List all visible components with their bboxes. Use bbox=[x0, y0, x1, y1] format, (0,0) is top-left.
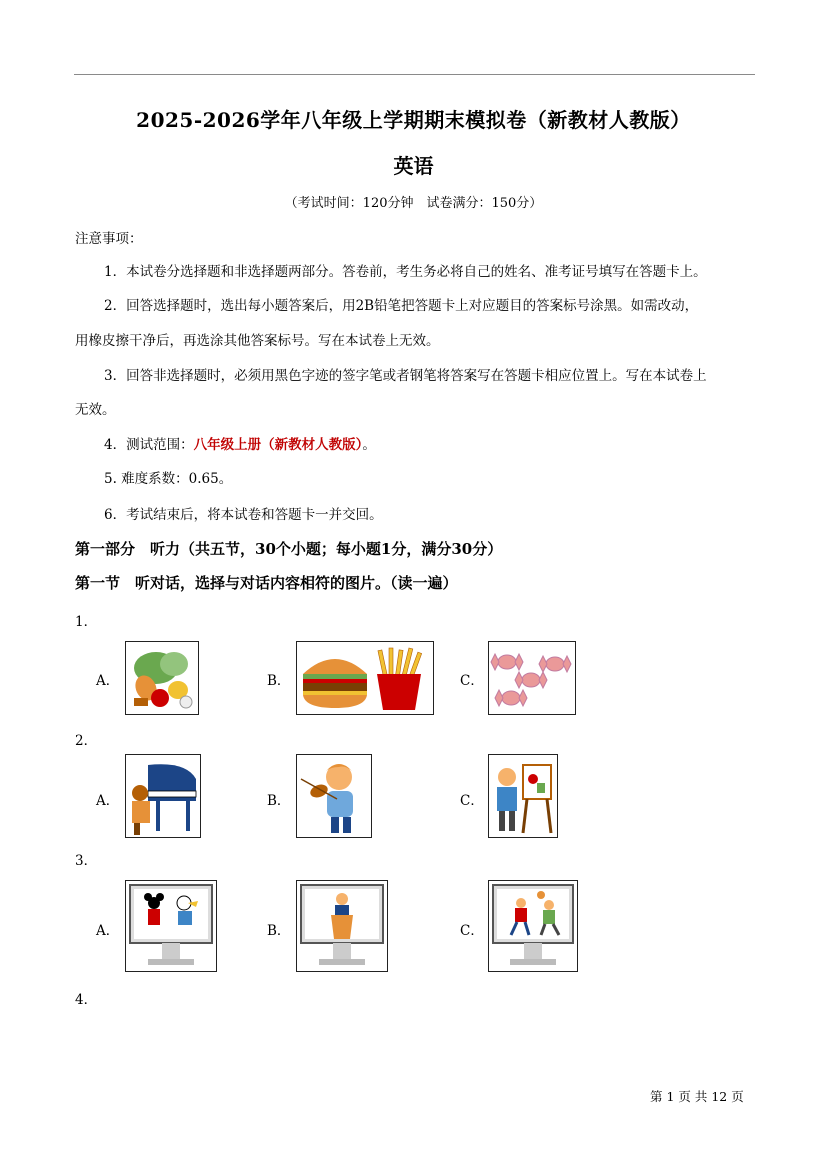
option-label: B． bbox=[267, 923, 291, 939]
note-item-3-line-1: 3．回答非选择题时，必须用黑色字迹的签字笔或者钢笔将答案写在答题卡相应位置上。写在本试卷上 bbox=[104, 368, 707, 384]
cartoon-tv-picture[interactable] bbox=[125, 880, 217, 972]
header-rule bbox=[74, 74, 755, 75]
tv-speech-icon bbox=[297, 881, 387, 971]
page-footer: 第 1 页 共 12 页 bbox=[650, 1089, 744, 1104]
violin-icon bbox=[297, 755, 371, 837]
option-label: C． bbox=[460, 673, 484, 689]
option-label: B． bbox=[267, 673, 291, 689]
test-scope-highlight: 八年级上册（新教材人教版） bbox=[193, 437, 363, 453]
option-label: C． bbox=[460, 923, 484, 939]
note-item-1: 1．本试卷分选择题和非选择题两部分。答卷前，考生务必将自己的姓名、准考证号填写在答题卡上。 bbox=[104, 264, 707, 280]
option-label: C． bbox=[460, 793, 484, 809]
note-item-4-suffix: 。 bbox=[362, 437, 376, 453]
speech-tv-picture[interactable] bbox=[296, 880, 388, 972]
section1-heading: 第一节 听对话，选择与对话内容相符的图片。（读一遍） bbox=[75, 574, 458, 592]
candy-icon bbox=[489, 642, 575, 714]
question-number: 2． bbox=[75, 733, 98, 749]
vegetables-picture[interactable] bbox=[125, 641, 199, 715]
option-label: A． bbox=[96, 673, 120, 689]
exam-subject: 英语 bbox=[393, 154, 434, 178]
tv-cartoon-icon bbox=[126, 881, 216, 971]
notes-label: 注意事项： bbox=[75, 231, 143, 247]
piano-player-picture[interactable] bbox=[125, 754, 201, 838]
question-number: 4． bbox=[75, 992, 98, 1008]
part1-heading: 第一部分 听力（共五节，30个小题；每小题1分，满分30分） bbox=[75, 540, 503, 558]
note-item-2-line-1: 2．回答选择题时，选出每小题答案后，用2B铅笔把答题卡上对应题目的答案标号涂黑。如需改动， bbox=[104, 298, 699, 314]
question-number: 3． bbox=[75, 853, 98, 869]
hamburger-fries-picture[interactable] bbox=[296, 641, 434, 715]
exam-title: 2025-2026学年八年级上学期期末模拟卷（新教材人教版） bbox=[136, 108, 691, 132]
tv-sports-icon bbox=[489, 881, 577, 971]
painting-boy-picture[interactable] bbox=[488, 754, 558, 838]
note-item-4 bbox=[104, 435, 376, 455]
note-item-6: 6．考试结束后，将本试卷和答题卡一并交回。 bbox=[104, 507, 383, 523]
exam-time-info: （考试时间：120分钟 试卷满分：150分） bbox=[284, 196, 543, 211]
option-label: A． bbox=[96, 923, 120, 939]
candy-picture[interactable] bbox=[488, 641, 576, 715]
option-label: B． bbox=[267, 793, 291, 809]
option-label: A． bbox=[96, 793, 120, 809]
piano-icon bbox=[126, 755, 200, 837]
hamburger-fries-icon bbox=[297, 642, 433, 714]
easel-icon bbox=[489, 755, 557, 837]
note-item-2-line-2: 用橡皮擦干净后，再选涂其他答案标号。写在本试卷上无效。 bbox=[75, 333, 440, 349]
sports-tv-picture[interactable] bbox=[488, 880, 578, 972]
question-number: 1． bbox=[75, 614, 98, 630]
vegetables-icon bbox=[126, 642, 198, 714]
note-item-3-line-2: 无效。 bbox=[75, 402, 116, 418]
violin-player-picture[interactable] bbox=[296, 754, 372, 838]
note-item-5: 5. 难度系数：0.65。 bbox=[104, 471, 233, 487]
note-item-4-prefix: 4．测试范围： bbox=[104, 437, 194, 453]
